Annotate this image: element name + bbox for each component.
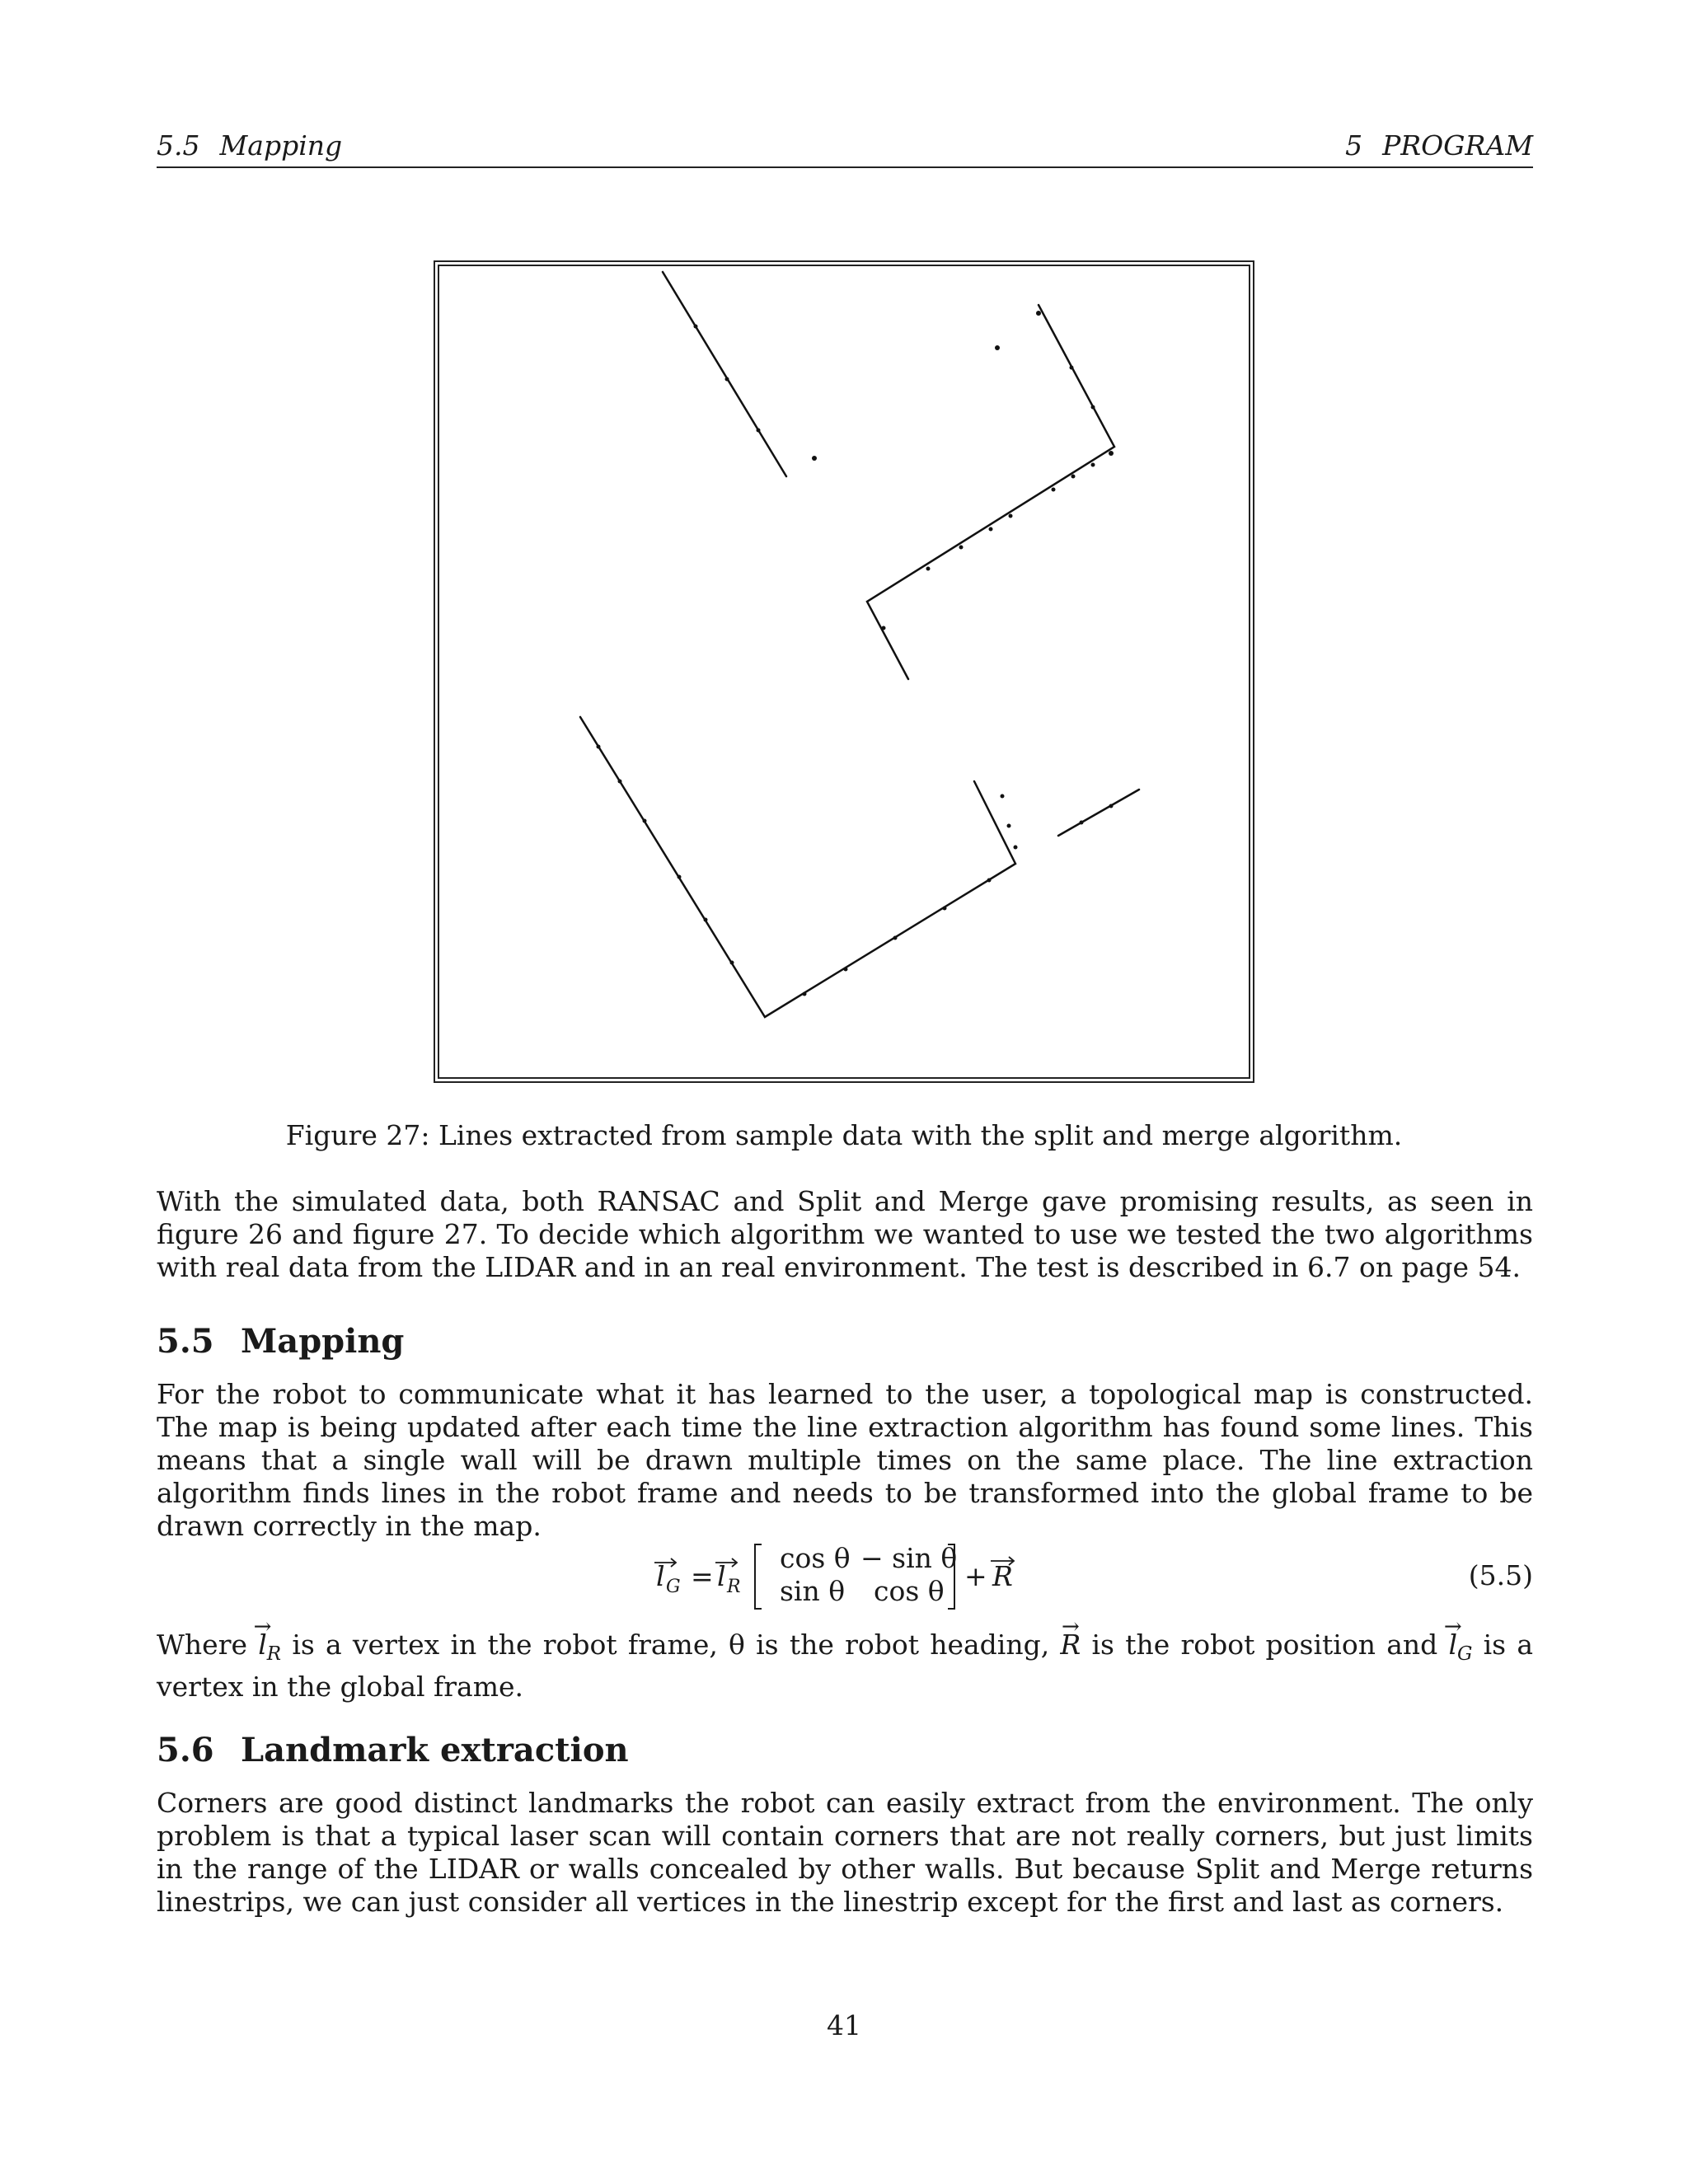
scan-point: [1014, 846, 1018, 850]
eq-R: R: [992, 1560, 1013, 1592]
scan-point: [1109, 804, 1114, 808]
scan-point: [1091, 463, 1095, 467]
line-segment-1: [663, 272, 786, 476]
matrix-m12: − sin θ: [860, 1542, 958, 1574]
section-heading-mapping: [157, 1322, 404, 1361]
scan-point: [643, 819, 647, 823]
paragraph-mapping: For the robot to communicate what it has learned to the user, a topological map is constructed. The map is being updated after each time the line extraction algorithm has found some lines. This means that a single wall will be drawn multiple times on the same place. The line extraction algorithm finds lines in the robot frame and needs to be transformed into the global frame to be drawn correctly in the map.: [157, 1378, 1533, 1542]
scan-point: [1007, 824, 1011, 828]
extracted-lines: [580, 272, 1139, 1017]
header-chapter: [1345, 129, 1533, 162]
scan-point: [1070, 366, 1074, 370]
scan-point: [678, 875, 682, 879]
scan-point: [1071, 475, 1076, 479]
scan-point: [694, 325, 698, 329]
scan-point: [730, 961, 734, 965]
line-segment-3: [580, 717, 1015, 1017]
matrix-m22: cos θ: [874, 1575, 945, 1607]
line-extraction-plot: [434, 260, 1254, 1083]
eq-rhs-l: l: [717, 1560, 726, 1592]
eq-plus: +: [964, 1560, 987, 1592]
paragraph-results: With the simulated data, both RANSAC and Split and Merge gave promising results, as seen in figure 26 and figure 27. To decide which algorithm we wanted to use we tested the two algorithms with real data from the LIDAR and in an real environment. The test is described in 6.7 on page 54.: [157, 1185, 1533, 1283]
where-text-c: is the robot position and: [1081, 1629, 1449, 1661]
scan-point: [987, 879, 992, 883]
scan-point: [757, 429, 761, 433]
scan-point: [995, 345, 1000, 350]
running-header: [157, 130, 1533, 168]
header-section-title: Mapping: [219, 129, 343, 162]
vec-lR: → l: [258, 1629, 267, 1661]
plot-inner-border: [438, 265, 1250, 1078]
scan-point: [882, 626, 886, 630]
scan-point: [943, 907, 947, 911]
scan-point: [1052, 488, 1056, 492]
eq-rhs-sub: R: [727, 1577, 741, 1597]
scan-point: [1109, 451, 1114, 456]
figure-27: [434, 260, 1254, 1083]
matrix-m11: cos θ: [780, 1542, 851, 1574]
figure-caption: Figure 27: Lines extracted from sample data with the split and merge algorithm.: [285, 1119, 1403, 1151]
scan-point: [1036, 311, 1041, 316]
plot-outer-border: [434, 261, 1254, 1082]
scan-point: [893, 936, 898, 940]
eq-equals: =: [691, 1560, 714, 1592]
paragraph-landmarks: Corners are good distinct landmarks the robot can easily extract from the environment. The only problem is that a typical laser scan will contain corners that are not really corners, but just limits in the range of the LIDAR or walls concealed by other walls. But because Split and Merge returns linestrips, we can just consider all vertices in the linestrip except for the first and last as corners.: [157, 1787, 1533, 1918]
sub-R: R: [266, 1643, 282, 1665]
vec-lG: → l: [1448, 1629, 1457, 1661]
header-section: [157, 129, 342, 162]
section-number: 5.5: [157, 1322, 214, 1361]
equation-number: (5.5): [1468, 1559, 1533, 1591]
equation-5-5: [651, 1540, 1063, 1614]
scan-point: [989, 527, 993, 532]
eq-lhs-l: l: [656, 1560, 665, 1592]
scan-point: [1091, 405, 1095, 410]
matrix-left-bracket: [755, 1544, 762, 1609]
scan-point: [1009, 514, 1013, 518]
section-heading-landmark: [157, 1731, 629, 1769]
where-text-a: Where: [157, 1629, 259, 1661]
scan-point: [812, 456, 817, 461]
page-number: 41: [827, 2009, 861, 2041]
header-chapter-number: 5: [1345, 129, 1363, 162]
scan-point: [803, 992, 807, 996]
matrix-m21: sin θ: [780, 1575, 846, 1607]
scan-point: [926, 567, 931, 571]
section-number: 5.6: [157, 1731, 214, 1769]
where-text-d: is a vertex in the global frame.: [157, 1629, 1533, 1703]
scan-points: [597, 311, 1114, 996]
eq-lhs-sub: G: [666, 1577, 681, 1597]
where-text-b: is a vertex in the robot frame, θ is the robot heading,: [281, 1629, 1061, 1661]
scan-point: [725, 377, 729, 382]
scan-point: [959, 546, 964, 550]
section-title: Landmark extraction: [241, 1731, 629, 1769]
scan-point: [844, 968, 848, 972]
sub-G: G: [1457, 1643, 1473, 1665]
section-title: Mapping: [241, 1322, 405, 1361]
vec-R: → R: [1060, 1629, 1081, 1661]
scan-point: [597, 745, 601, 749]
scan-point: [1001, 794, 1005, 799]
line-segment-2: [867, 305, 1114, 679]
header-chapter-title: PROGRAM: [1382, 129, 1533, 162]
header-section-number: 5.5: [157, 129, 200, 162]
equation-graphic: [651, 1540, 1063, 1614]
scan-point: [1080, 821, 1084, 825]
scan-point: [704, 918, 708, 922]
scan-point: [618, 780, 622, 784]
line-segment-4: [1058, 790, 1139, 836]
paragraph-where: [157, 1629, 1533, 1704]
